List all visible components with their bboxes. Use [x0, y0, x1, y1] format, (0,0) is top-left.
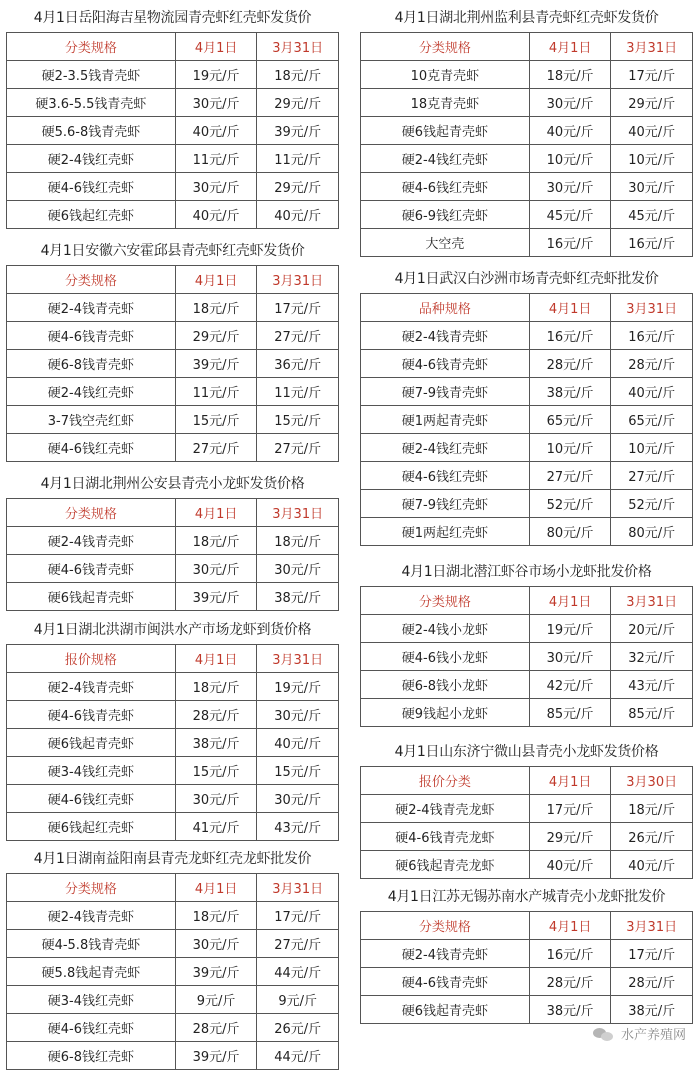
- spec-cell: 硬2-4钱红壳虾: [361, 434, 530, 462]
- column-header: 3月31日: [257, 645, 339, 673]
- price-prev-cell: 43元/斤: [257, 813, 339, 841]
- table-row: [361, 671, 693, 699]
- column-header: 报价分类: [361, 767, 530, 795]
- price-prev-cell: 19元/斤: [257, 673, 339, 701]
- price-prev-cell: 18元/斤: [257, 527, 339, 555]
- right-price-block-4: [360, 738, 693, 879]
- table-row: [7, 757, 339, 785]
- price-prev-cell: 28元/斤: [611, 968, 693, 996]
- table-row: [361, 968, 693, 996]
- spec-cell: 硬2-4钱青壳虾: [361, 322, 530, 350]
- table-row: [7, 378, 339, 406]
- price-today-cell: 38元/斤: [529, 996, 611, 1024]
- price-today-cell: 30元/斤: [175, 89, 257, 117]
- price-today-cell: 15元/斤: [175, 406, 257, 434]
- column-header: 3月31日: [257, 33, 339, 61]
- column-header: 分类规格: [7, 874, 176, 902]
- price-today-cell: 39元/斤: [175, 583, 257, 611]
- price-prev-cell: 38元/斤: [611, 996, 693, 1024]
- price-prev-cell: 36元/斤: [257, 350, 339, 378]
- price-prev-cell: 30元/斤: [257, 785, 339, 813]
- column-header: 4月1日: [529, 767, 611, 795]
- left-price-block-4: [6, 616, 339, 841]
- price-prev-cell: 15元/斤: [257, 757, 339, 785]
- price-prev-cell: 15元/斤: [257, 406, 339, 434]
- table-row: [7, 89, 339, 117]
- spec-cell: 硬6-8钱红壳虾: [7, 1042, 176, 1070]
- spec-cell: 硬4-6钱红壳虾: [361, 462, 530, 490]
- spec-cell: 10克青壳虾: [361, 61, 530, 89]
- column-header: 4月1日: [529, 33, 611, 61]
- spec-cell: 硬4-6钱红壳虾: [7, 1014, 176, 1042]
- price-prev-cell: 40元/斤: [611, 378, 693, 406]
- column-header: 分类规格: [361, 33, 530, 61]
- table-row: [361, 145, 693, 173]
- price-prev-cell: 17元/斤: [257, 294, 339, 322]
- column-header: 报价规格: [7, 645, 176, 673]
- price-table: [360, 32, 693, 257]
- spec-cell: 硬2-4钱红壳虾: [7, 145, 176, 173]
- price-table: [6, 498, 339, 611]
- price-prev-cell: 85元/斤: [611, 699, 693, 727]
- price-prev-cell: 40元/斤: [611, 851, 693, 879]
- spec-cell: 大空壳: [361, 229, 530, 257]
- price-prev-cell: 26元/斤: [611, 823, 693, 851]
- price-today-cell: 42元/斤: [529, 671, 611, 699]
- spec-cell: 硬4-6钱青壳虾: [361, 350, 530, 378]
- price-prev-cell: 29元/斤: [611, 89, 693, 117]
- price-today-cell: 85元/斤: [529, 699, 611, 727]
- table-row: [361, 823, 693, 851]
- price-today-cell: 39元/斤: [175, 350, 257, 378]
- table-row: [7, 958, 339, 986]
- spec-cell: 硬4-6钱青壳虾: [361, 968, 530, 996]
- price-prev-cell: 44元/斤: [257, 958, 339, 986]
- price-today-cell: 52元/斤: [529, 490, 611, 518]
- spec-cell: 硬5.6-8钱青壳虾: [7, 117, 176, 145]
- table-row: [361, 940, 693, 968]
- price-prev-cell: 28元/斤: [611, 350, 693, 378]
- price-today-cell: 39元/斤: [175, 958, 257, 986]
- price-prev-cell: 40元/斤: [611, 117, 693, 145]
- price-today-cell: 9元/斤: [175, 986, 257, 1014]
- price-today-cell: 18元/斤: [175, 673, 257, 701]
- price-table: [6, 32, 339, 229]
- spec-cell: 硬6-9钱红壳虾: [361, 201, 530, 229]
- price-today-cell: 27元/斤: [529, 462, 611, 490]
- price-prev-cell: 40元/斤: [257, 729, 339, 757]
- price-today-cell: 17元/斤: [529, 795, 611, 823]
- spec-cell: 硬9钱起小龙虾: [361, 699, 530, 727]
- price-today-cell: 40元/斤: [529, 117, 611, 145]
- column-header: 分类规格: [7, 266, 176, 294]
- spec-cell: 硬2-4钱红壳虾: [7, 378, 176, 406]
- spec-cell: 硬4-6钱青壳虾: [7, 555, 176, 583]
- spec-cell: 硬3-4钱红壳虾: [7, 986, 176, 1014]
- price-prev-cell: 10元/斤: [611, 434, 693, 462]
- table-header-row: [7, 33, 339, 61]
- price-today-cell: 10元/斤: [529, 145, 611, 173]
- spec-cell: 硬6-8钱青壳虾: [7, 350, 176, 378]
- price-prev-cell: 11元/斤: [257, 378, 339, 406]
- price-prev-cell: 30元/斤: [257, 701, 339, 729]
- table-row: [7, 173, 339, 201]
- table-row: [7, 322, 339, 350]
- table-title: 4月1日湖北荆州监利县青壳虾红壳虾发货价: [394, 10, 659, 26]
- column-header: 3月31日: [257, 266, 339, 294]
- price-today-cell: 38元/斤: [529, 378, 611, 406]
- price-prev-cell: 40元/斤: [257, 201, 339, 229]
- spec-cell: 硬4-6钱小龙虾: [361, 643, 530, 671]
- table-header-row: [361, 587, 693, 615]
- table-row: [361, 795, 693, 823]
- price-prev-cell: 11元/斤: [257, 145, 339, 173]
- column-header: 4月1日: [529, 912, 611, 940]
- column-header: 分类规格: [7, 33, 176, 61]
- column-header: 3月30日: [611, 767, 693, 795]
- table-header-row: [361, 912, 693, 940]
- column-header: 4月1日: [175, 266, 257, 294]
- table-row: [7, 902, 339, 930]
- spec-cell: 硬7-9钱青壳虾: [361, 378, 530, 406]
- spec-cell: 硬7-9钱红壳虾: [361, 490, 530, 518]
- price-prev-cell: 38元/斤: [257, 583, 339, 611]
- table-header-row: [361, 767, 693, 795]
- table-title: 4月1日武汉白沙洲市场青壳虾红壳虾批发价: [394, 271, 659, 287]
- table-title: 4月1日湖南益阳南县青壳龙虾红壳龙虾批发价: [33, 851, 312, 867]
- spec-cell: 硬6钱起青壳虾: [361, 117, 530, 145]
- table-row: [7, 434, 339, 462]
- price-today-cell: 19元/斤: [529, 615, 611, 643]
- right-price-block-5: [360, 883, 693, 1024]
- watermark-text: 水产养殖网: [620, 1028, 686, 1043]
- price-today-cell: 18元/斤: [175, 527, 257, 555]
- price-table: [6, 644, 339, 841]
- price-today-cell: 10元/斤: [529, 434, 611, 462]
- spec-cell: 硬6钱起青壳虾: [7, 583, 176, 611]
- spec-cell: 硬2-4钱青壳虾: [7, 673, 176, 701]
- table-row: [7, 350, 339, 378]
- spec-cell: 硬6钱起青壳龙虾: [361, 851, 530, 879]
- table-header-row: [361, 294, 693, 322]
- price-prev-cell: 43元/斤: [611, 671, 693, 699]
- price-today-cell: 28元/斤: [175, 701, 257, 729]
- column-header: 4月1日: [175, 874, 257, 902]
- spec-cell: 硬4-6钱红壳虾: [7, 434, 176, 462]
- price-today-cell: 40元/斤: [529, 851, 611, 879]
- price-prev-cell: 18元/斤: [257, 61, 339, 89]
- price-today-cell: 16元/斤: [529, 940, 611, 968]
- column-header: 分类规格: [361, 587, 530, 615]
- table-row: [361, 851, 693, 879]
- price-today-cell: 18元/斤: [175, 902, 257, 930]
- spec-cell: 硬2-4钱青壳虾: [7, 294, 176, 322]
- table-title: 4月1日湖北潜江虾谷市场小龙虾批发价格: [401, 564, 652, 580]
- table-row: [361, 643, 693, 671]
- price-prev-cell: 27元/斤: [611, 462, 693, 490]
- table-title: 4月1日岳阳海吉星物流园青壳虾红壳虾发货价: [33, 10, 312, 26]
- table-row: [361, 378, 693, 406]
- table-row: [361, 61, 693, 89]
- price-prev-cell: 18元/斤: [611, 795, 693, 823]
- table-row: [361, 173, 693, 201]
- price-prev-cell: 39元/斤: [257, 117, 339, 145]
- spec-cell: 硬2-4钱青壳龙虾: [361, 795, 530, 823]
- table-row: [361, 406, 693, 434]
- price-prev-cell: 30元/斤: [611, 173, 693, 201]
- price-prev-cell: 26元/斤: [257, 1014, 339, 1042]
- spec-cell: 硬4-6钱红壳虾: [7, 785, 176, 813]
- column-header: 3月31日: [257, 874, 339, 902]
- table-row: [7, 61, 339, 89]
- column-header: 4月1日: [175, 33, 257, 61]
- price-prev-cell: 30元/斤: [257, 555, 339, 583]
- price-today-cell: 29元/斤: [175, 322, 257, 350]
- price-today-cell: 80元/斤: [529, 518, 611, 546]
- table-row: [361, 201, 693, 229]
- price-table: [360, 766, 693, 879]
- price-prev-cell: 17元/斤: [611, 61, 693, 89]
- table-row: [361, 229, 693, 257]
- table-row: [7, 813, 339, 841]
- left-price-block-3: [6, 470, 339, 611]
- price-today-cell: 29元/斤: [529, 823, 611, 851]
- spec-cell: 硬2-4钱小龙虾: [361, 615, 530, 643]
- price-today-cell: 38元/斤: [175, 729, 257, 757]
- spec-cell: 3-7钱空壳红虾: [7, 406, 176, 434]
- column-header: 品种规格: [361, 294, 530, 322]
- spec-cell: 硬4-6钱红壳虾: [361, 173, 530, 201]
- table-header-row: [361, 33, 693, 61]
- price-today-cell: 65元/斤: [529, 406, 611, 434]
- table-row: [7, 583, 339, 611]
- table-row: [7, 785, 339, 813]
- column-header: 3月31日: [611, 912, 693, 940]
- table-row: [7, 555, 339, 583]
- price-today-cell: 15元/斤: [175, 757, 257, 785]
- column-header: 分类规格: [361, 912, 530, 940]
- spec-cell: 硬2-4钱红壳虾: [361, 145, 530, 173]
- spec-cell: 硬3-4钱红壳虾: [7, 757, 176, 785]
- price-prev-cell: 27元/斤: [257, 434, 339, 462]
- table-header-row: [7, 266, 339, 294]
- price-prev-cell: 16元/斤: [611, 229, 693, 257]
- price-today-cell: 19元/斤: [175, 61, 257, 89]
- table-row: [7, 117, 339, 145]
- price-prev-cell: 27元/斤: [257, 930, 339, 958]
- price-today-cell: 30元/斤: [175, 785, 257, 813]
- spec-cell: 硬4-6钱红壳虾: [7, 173, 176, 201]
- table-title: 4月1日安徽六安霍邱县青壳虾红壳虾发货价: [40, 243, 305, 259]
- price-today-cell: 18元/斤: [529, 61, 611, 89]
- spec-cell: 硬6-8钱小龙虾: [361, 671, 530, 699]
- price-today-cell: 11元/斤: [175, 145, 257, 173]
- table-title: 4月1日山东济宁微山县青壳小龙虾发货价格: [394, 744, 659, 760]
- price-prev-cell: 17元/斤: [257, 902, 339, 930]
- spec-cell: 硬4-6钱青壳虾: [7, 701, 176, 729]
- table-row: [7, 1042, 339, 1070]
- price-prev-cell: 29元/斤: [257, 173, 339, 201]
- price-prev-cell: 16元/斤: [611, 322, 693, 350]
- table-header-row: [7, 645, 339, 673]
- right-price-block-3: [360, 558, 693, 727]
- spec-cell: 硬4-6钱青壳龙虾: [361, 823, 530, 851]
- column-header: 分类规格: [7, 499, 176, 527]
- price-today-cell: 30元/斤: [175, 555, 257, 583]
- table-title: 4月1日江苏无锡苏南水产城青壳小龙虾批发价: [387, 889, 666, 905]
- table-header-row: [7, 874, 339, 902]
- price-today-cell: 28元/斤: [175, 1014, 257, 1042]
- table-row: [7, 986, 339, 1014]
- price-today-cell: 30元/斤: [529, 89, 611, 117]
- table-row: [7, 406, 339, 434]
- table-row: [361, 699, 693, 727]
- spec-cell: 硬2-4钱青壳虾: [7, 902, 176, 930]
- spec-cell: 硬4-6钱青壳虾: [7, 322, 176, 350]
- price-prev-cell: 65元/斤: [611, 406, 693, 434]
- table-row: [361, 518, 693, 546]
- spec-cell: 硬2-4钱青壳虾: [7, 527, 176, 555]
- price-prev-cell: 27元/斤: [257, 322, 339, 350]
- column-header: 3月31日: [611, 33, 693, 61]
- table-row: [361, 462, 693, 490]
- spec-cell: 硬5.8钱起青壳虾: [7, 958, 176, 986]
- left-price-block-2: [6, 237, 339, 462]
- spec-cell: 硬2-3.5钱青壳虾: [7, 61, 176, 89]
- table-row: [7, 930, 339, 958]
- price-today-cell: 40元/斤: [175, 117, 257, 145]
- price-prev-cell: 20元/斤: [611, 615, 693, 643]
- price-prev-cell: 29元/斤: [257, 89, 339, 117]
- table-row: [7, 1014, 339, 1042]
- price-table: [6, 265, 339, 462]
- left-price-block-1: [6, 4, 339, 229]
- price-today-cell: 30元/斤: [529, 643, 611, 671]
- price-today-cell: 30元/斤: [175, 173, 257, 201]
- spec-cell: 硬2-4钱青壳虾: [361, 940, 530, 968]
- price-table: [360, 293, 693, 546]
- price-prev-cell: 9元/斤: [257, 986, 339, 1014]
- price-today-cell: 18元/斤: [175, 294, 257, 322]
- table-row: [361, 615, 693, 643]
- table-row: [7, 701, 339, 729]
- price-prev-cell: 52元/斤: [611, 490, 693, 518]
- price-table: [360, 911, 693, 1024]
- right-price-block-2: [360, 265, 693, 546]
- table-title: 4月1日湖北荆州公安县青壳小龙虾发货价格: [40, 476, 305, 492]
- price-today-cell: 30元/斤: [175, 930, 257, 958]
- price-today-cell: 28元/斤: [529, 350, 611, 378]
- price-today-cell: 30元/斤: [529, 173, 611, 201]
- price-table: [360, 586, 693, 727]
- price-prev-cell: 17元/斤: [611, 940, 693, 968]
- price-prev-cell: 44元/斤: [257, 1042, 339, 1070]
- table-row: [361, 996, 693, 1024]
- price-today-cell: 40元/斤: [175, 201, 257, 229]
- table-row: [361, 89, 693, 117]
- spec-cell: 硬6钱起红壳虾: [7, 201, 176, 229]
- left-price-block-5: [6, 845, 339, 1070]
- price-today-cell: 41元/斤: [175, 813, 257, 841]
- column-header: 4月1日: [175, 645, 257, 673]
- price-prev-cell: 45元/斤: [611, 201, 693, 229]
- column-header: 4月1日: [175, 499, 257, 527]
- table-row: [7, 145, 339, 173]
- spec-cell: 硬6钱起青壳虾: [361, 996, 530, 1024]
- table-row: [7, 527, 339, 555]
- right-price-block-1: [360, 4, 693, 257]
- spec-cell: 硬1两起青壳虾: [361, 406, 530, 434]
- spec-cell: 硬6钱起青壳虾: [7, 729, 176, 757]
- wechat-icon: [593, 1026, 615, 1042]
- spec-cell: 硬6钱起红壳虾: [7, 813, 176, 841]
- table-row: [7, 294, 339, 322]
- watermark: [593, 1024, 686, 1043]
- price-today-cell: 16元/斤: [529, 322, 611, 350]
- price-today-cell: 27元/斤: [175, 434, 257, 462]
- spec-cell: 硬4-5.8钱青壳虾: [7, 930, 176, 958]
- table-row: [7, 201, 339, 229]
- price-prev-cell: 10元/斤: [611, 145, 693, 173]
- table-title: 4月1日湖北洪湖市闽洪水产市场龙虾到货价格: [33, 622, 312, 638]
- table-row: [7, 673, 339, 701]
- spec-cell: 硬1两起红壳虾: [361, 518, 530, 546]
- price-today-cell: 39元/斤: [175, 1042, 257, 1070]
- price-today-cell: 45元/斤: [529, 201, 611, 229]
- table-row: [361, 322, 693, 350]
- table-row: [361, 350, 693, 378]
- price-today-cell: 28元/斤: [529, 968, 611, 996]
- column-header: 4月1日: [529, 294, 611, 322]
- spec-cell: 硬3.6-5.5钱青壳虾: [7, 89, 176, 117]
- price-today-cell: 16元/斤: [529, 229, 611, 257]
- table-row: [361, 117, 693, 145]
- price-prev-cell: 32元/斤: [611, 643, 693, 671]
- table-row: [361, 490, 693, 518]
- table-row: [7, 729, 339, 757]
- spec-cell: 18克青壳虾: [361, 89, 530, 117]
- column-header: 3月31日: [611, 587, 693, 615]
- table-header-row: [7, 499, 339, 527]
- column-header: 4月1日: [529, 587, 611, 615]
- price-table: [6, 873, 339, 1070]
- column-header: 3月31日: [611, 294, 693, 322]
- price-prev-cell: 80元/斤: [611, 518, 693, 546]
- table-row: [361, 434, 693, 462]
- price-today-cell: 11元/斤: [175, 378, 257, 406]
- column-header: 3月31日: [257, 499, 339, 527]
